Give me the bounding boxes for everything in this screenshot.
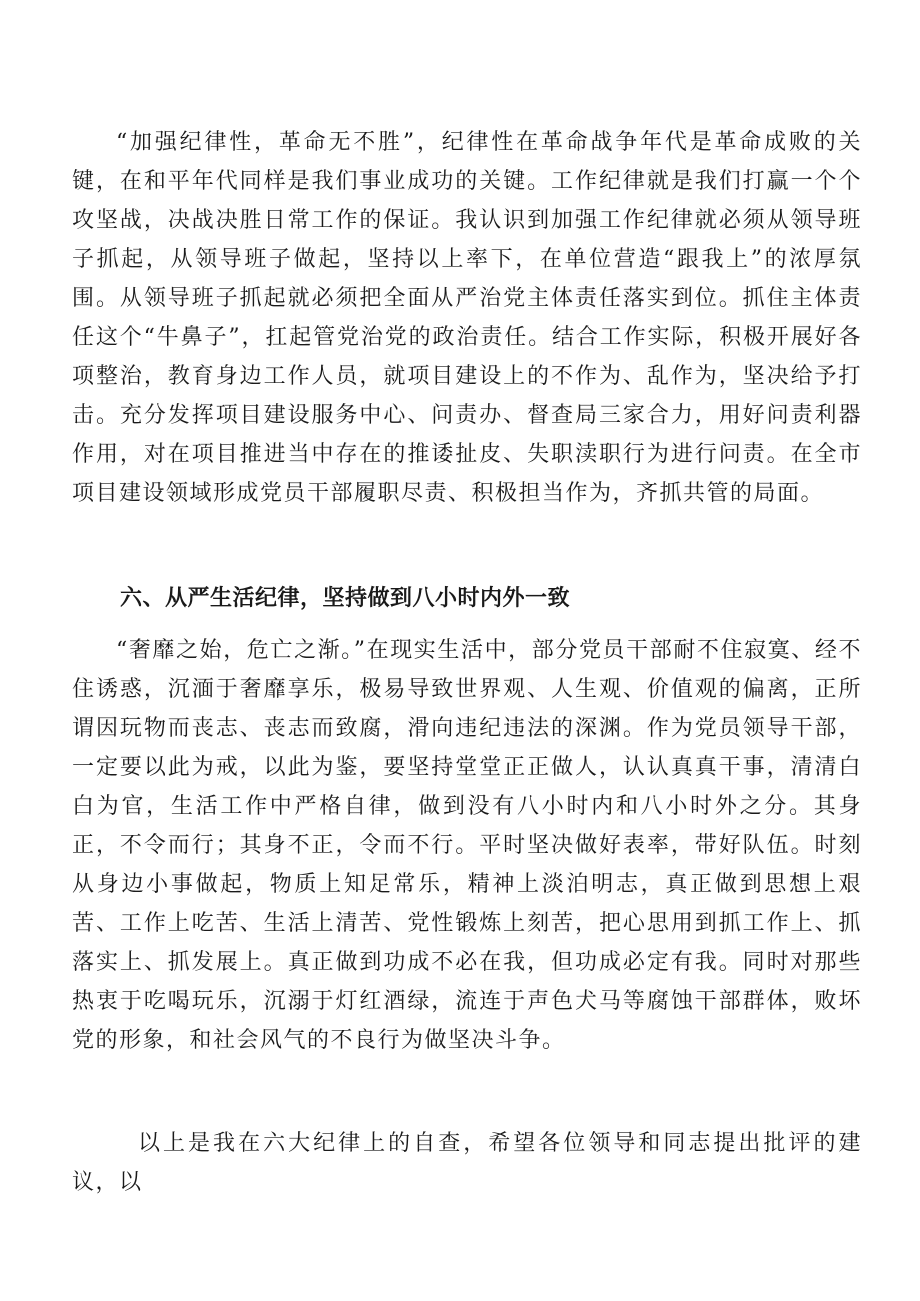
paragraph-life-discipline: “奢靡之始，危亡之渐。”在现实生活中，部分党员干部耐不住寂寞、经不住诱惑，沉湎于奢靡享乐，极易导致世界观、人生观、价值观的偏离，正所谓因玩物而丧志、丧志而致腐，滑向违纪违法的深渊。作为党员领导干部，一定要以此为戒，以此为鉴，要坚持堂堂正正做人，认认真真干事，清清白白为官，生活工作中严格自律，做到没有八小时内和八小时外之分。其身正，不令而行；其身不正，令而不行。平时坚决做好表率，带好队伍。时刻从身边小事做起，物质上知足常乐，精神上淡泊明志，真正做到思想上艰苦、工作上吃苦、生活上清苦、党性锻炼上刻苦，把心思用到抓工作上、抓落实上、抓发展上。真正做到功成不必在我，但功成必定有我。同时对那些热衷于吃喝玩乐，沉溺于灯红酒绿，流连于声色犬马等腐蚀干部群体，败坏党的形象，和社会风气的不良行为做坚决斗争。 [72,638,862,1053]
section-heading-life-discipline: 六、从严生活纪律，坚持做到八小时内外一致 [120,586,571,611]
paragraph-work-discipline: “加强纪律性，革命无不胜”，纪律性在革命战争年代是革命成败的关键，在和平年代同样是我们事业成功的关键。工作纪律就是我们打赢一个个攻坚战，决战决胜日常工作的保证。我认识到加强工作纪律就必须从领导班子抓起，从领导班子做起，坚持以上率下，在单位营造“跟我上”的浓厚氛围。从领导班子抓起就必须把全面从严治党主体责任落实到位。抓住主体责任这个“牛鼻子”，扛起管党治党的政治责任。结合工作实际，积极开展好各项整治，教育身边工作人员，就项目建设上的不作为、乱作为，坚决给予打击。充分发挥项目建设服务中心、问责办、督查局三家合力，用好问责利器作用，对在项目推进当中存在的推诿扯皮、失职渎职行为进行问责。在全市项目建设领域形成党员干部履职尽责、积极担当作为，齐抓共管的局面。 [72,130,862,506]
paragraph-conclusion: 以上是我在六大纪律上的自查，希望各位领导和同志提出批评的建议，以 [72,1131,862,1195]
